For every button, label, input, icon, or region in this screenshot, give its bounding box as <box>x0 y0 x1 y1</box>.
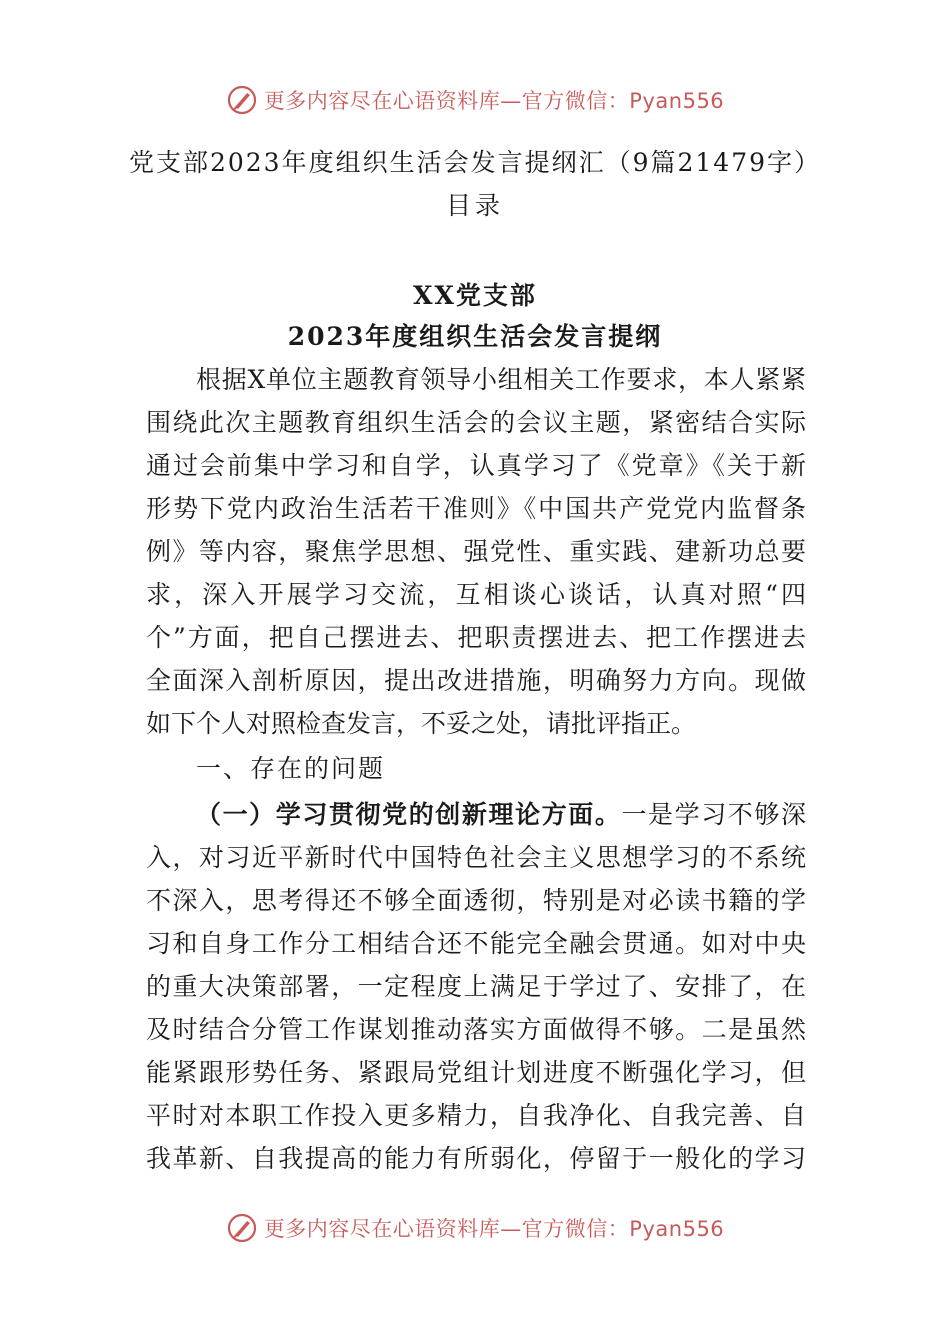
subsection-title: （一）学习贯彻党的创新理论方面。 <box>196 800 622 829</box>
paragraph-line: 围绕此次主题教育组织生活会的会议主题，紧密结合实际 <box>146 408 806 437</box>
watermark-header <box>0 84 950 116</box>
paragraph-line: 如下个人对照检查发言，不妥之处，请批评指正。 <box>146 709 697 738</box>
paragraph-line: 我革新、自我提高的能力有所弱化，停留于一般化的学习 <box>146 1144 806 1173</box>
paragraph-line: 不深入，思考得还不够全面透彻，特别是对必读书籍的学 <box>146 886 806 915</box>
quill-logo-icon <box>226 84 258 116</box>
paragraph-line: 例》等内容，聚焦学思想、强党性、重实践、建新功总要 <box>146 537 806 566</box>
paragraph-line: 及时结合分管工作谋划推动落实方面做得不够。二是虽然 <box>146 1015 806 1044</box>
section-heading: 一、存在的问题 <box>196 754 386 783</box>
article-heading-title: 2023年度组织生活会发言提纲 <box>287 322 663 351</box>
paragraph-line: 个”方面，把自己摆进去、把职责摆进去、把工作摆进去 <box>146 623 806 652</box>
paragraph-line: 平时对本职工作投入更多精力，自我净化、自我完善、自 <box>146 1101 806 1130</box>
watermark-footer <box>0 1212 950 1244</box>
paragraph-line: 通过会前集中学习和自学，认真学习了《党章》《关于新 <box>146 451 806 480</box>
document-title: 党支部2023年度组织生活会发言提纲汇（9篇21479字） <box>128 148 822 177</box>
paragraph-line: 根据X单位主题教育领导小组相关工作要求，本人紧紧 <box>196 365 806 394</box>
subsection-first-text: 一是学习不够深 <box>621 800 806 829</box>
paragraph-line: 入，对习近平新时代中国特色社会主义思想学习的不系统 <box>146 843 806 872</box>
paragraph-line: 能紧跟形势任务、紧跟局党组计划进度不断强化学习，但 <box>146 1058 806 1087</box>
subsection-first-line <box>196 800 806 830</box>
paragraph-line: 全面深入剖析原因，提出改进措施，明确努力方向。现做 <box>146 666 806 695</box>
paragraph-line: 求，深入开展学习交流，互相谈心谈话，认真对照“四 <box>146 580 806 609</box>
article-heading-org: XX党支部 <box>413 281 537 310</box>
paragraph-line: 习和自身工作分工相结合还不能完全融会贯通。如对中央 <box>146 929 806 958</box>
paragraph-line: 的重大决策部署，一定程度上满足于学过了、安排了，在 <box>146 972 806 1001</box>
quill-logo-icon <box>226 1212 258 1244</box>
paragraph-line: 形势下党内政治生活若干准则》《中国共产党党内监督条 <box>146 494 806 523</box>
watermark-text: 更多内容尽在心语资料库—官方微信：Pyan556 <box>263 1217 725 1241</box>
toc-label: 目录 <box>445 191 504 220</box>
watermark-text: 更多内容尽在心语资料库—官方微信：Pyan556 <box>263 89 725 113</box>
